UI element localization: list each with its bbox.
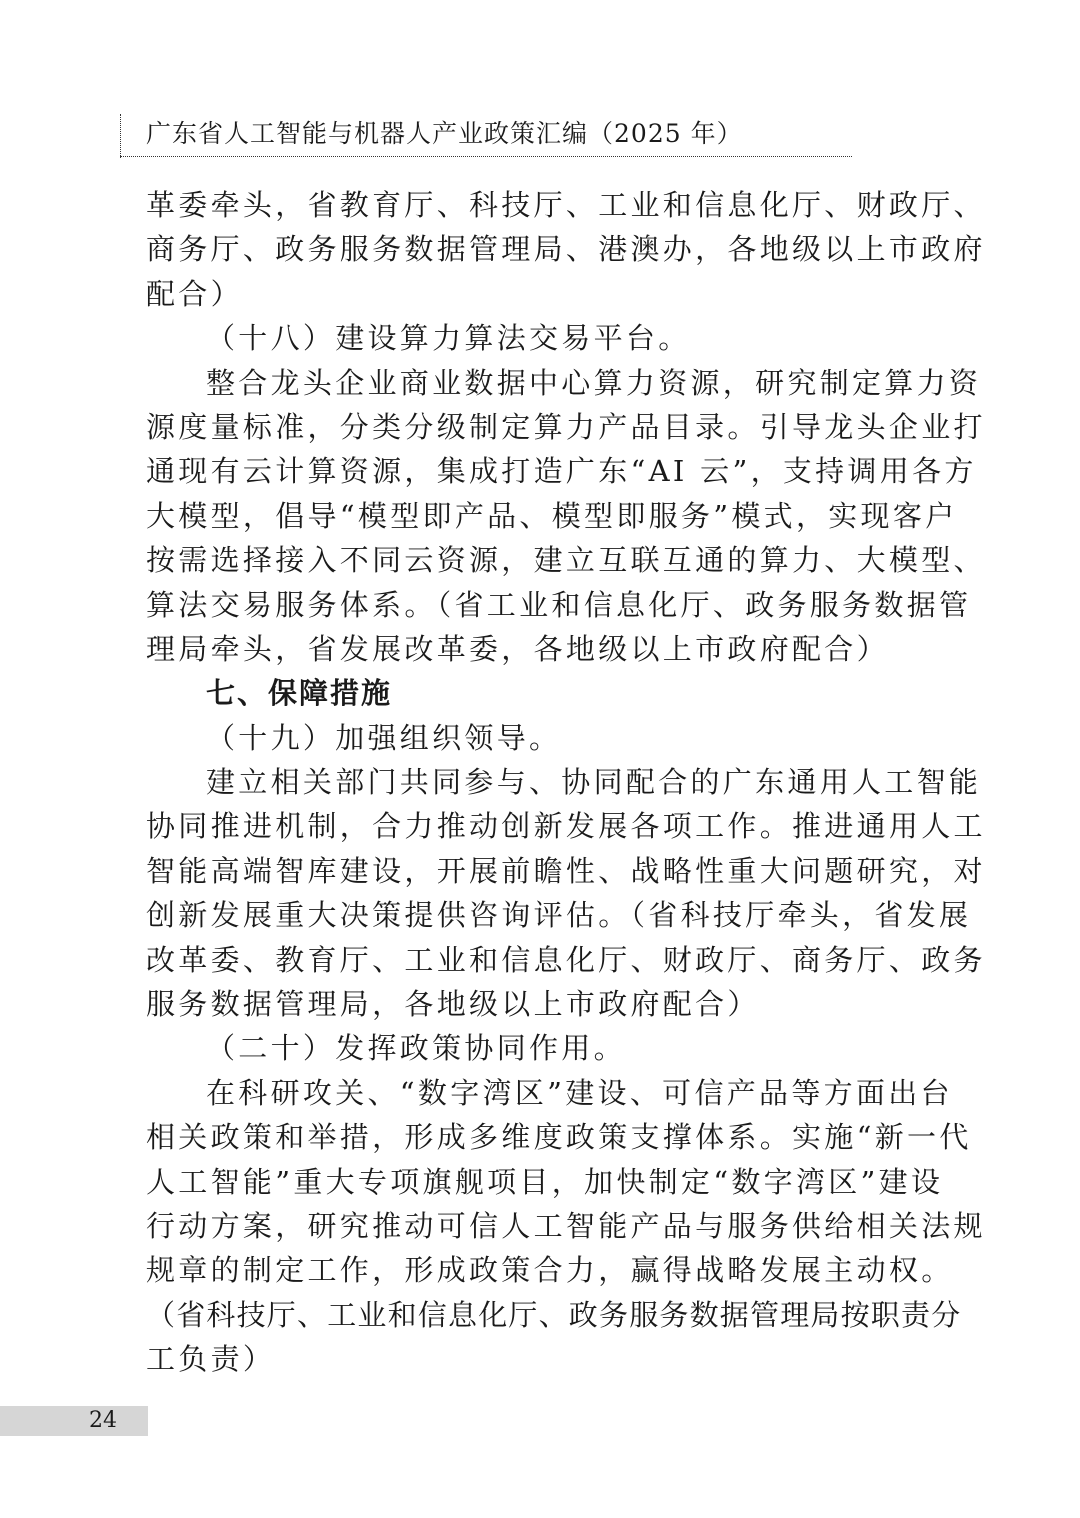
text-line: 理局牵头，省发展改革委，各地级以上市政府配合） (146, 631, 889, 666)
text-line: 整合龙头企业商业数据中心算力资源，研究制定算力资 (206, 365, 982, 400)
header-title: 广东省人工智能与机器人产业政策汇编（2025 年） (146, 119, 743, 148)
text-line: 协同推进机制，合力推动创新发展各项工作。推进通用人工 (146, 809, 986, 844)
header-rule (120, 156, 852, 157)
text-line: （省科技厅、工业和信息化厅、政务服务数据管理局按职责分 (146, 1297, 962, 1332)
text-line: 商务厅、政务服务数据管理局、港澳办，各地级以上市政府 (146, 232, 986, 267)
text-line: 通现有云计算资源，集成打造广东“AI 云”，支持调用各方 (146, 454, 977, 489)
header-left-border (120, 114, 121, 158)
text-line: 工负责） (146, 1342, 276, 1377)
subsection-heading: （二十）发挥政策协同作用。 (206, 1031, 626, 1066)
text-line: 源度量标准，分类分级制定算力产品目录。引导龙头企业打 (146, 409, 986, 444)
text-line: 规章的制定工作，形成政策合力，赢得战略发展主动权。 (146, 1253, 954, 1288)
subsection-heading: （十九）加强组织领导。 (206, 720, 562, 755)
running-header (120, 108, 852, 158)
page-number: 24 (89, 1408, 117, 1433)
text-line: 服务数据管理局，各地级以上市政府配合） (146, 987, 760, 1022)
text-line: 人工智能”重大专项旗舰项目，加快制定“数字湾区”建设 (146, 1164, 944, 1199)
text-line: 革委牵头，省教育厅、科技厅、工业和信息化厅、财政厅、 (146, 188, 986, 222)
body-text (146, 183, 986, 1382)
text-line: 相关政策和举措，形成多维度政策支撑体系。实施“新一代 (146, 1120, 972, 1155)
subsection-heading: （十八）建设算力算法交易平台。 (206, 321, 691, 356)
page-number-tab (0, 1406, 148, 1436)
text-line: 按需选择接入不同云资源，建立互联互通的算力、大模型、 (146, 543, 986, 578)
text-line: 建立相关部门共同参与、协同配合的广东通用人工智能 (206, 765, 982, 800)
text-line: 在科研攻关、“数字湾区”建设、可信产品等方面出台 (206, 1075, 953, 1110)
text-line: 配合） (146, 276, 243, 311)
text-line: 算法交易服务体系。（省工业和信息化厅、政务服务数据管 (146, 587, 972, 622)
section-heading: 七、保障措施 (206, 676, 393, 711)
text-line: 创新发展重大决策提供咨询评估。（省科技厅牵头，省发展 (146, 898, 972, 933)
text-line: 行动方案，研究推动可信人工智能产品与服务供给相关法规 (146, 1208, 986, 1243)
text-line: 智能高端智库建设，开展前瞻性、战略性重大问题研究，对 (146, 853, 986, 888)
text-line: 大模型，倡导“模型即产品、模型即服务”模式，实现客户 (146, 498, 958, 533)
text-line: 改革委、教育厅、工业和信息化厅、财政厅、商务厅、政务 (146, 942, 986, 977)
